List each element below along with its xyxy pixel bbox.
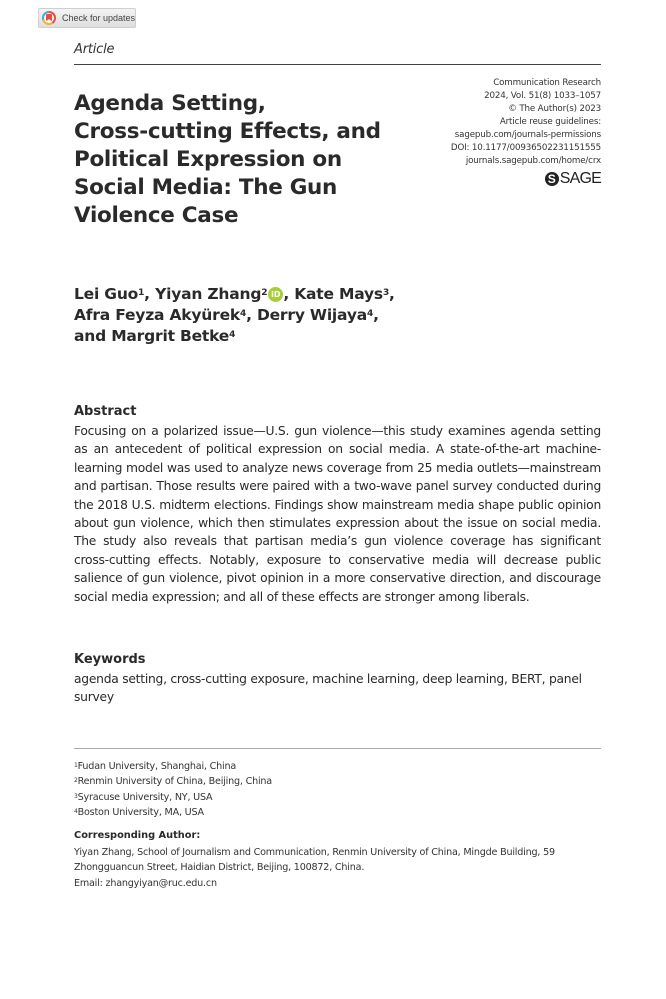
check-for-updates-button[interactable] xyxy=(38,8,136,28)
affiliation-marker: 4 xyxy=(229,330,236,340)
author-name: Afra Feyza Akyürek xyxy=(74,306,240,324)
abstract-heading: Abstract xyxy=(74,404,137,419)
corresponding-address-line: Zhongguancun Street, Haidian District, Beijing, 100872, China. xyxy=(74,862,365,874)
doi[interactable]: DOI: 10.1177/00936502231151555 xyxy=(450,143,601,153)
footnote-divider xyxy=(74,748,601,749)
title-line: Political Expression on xyxy=(74,147,342,172)
sage-logo-text: SAGE xyxy=(559,170,601,187)
journal-volume: 2024, Vol. 51(8) 1033–1057 xyxy=(484,91,601,101)
affiliation-text: Renmin University of China, Beijing, China xyxy=(77,776,272,788)
title-line: Cross-cutting Effects, and xyxy=(74,119,381,144)
sage-s-icon: S xyxy=(545,172,559,186)
article-type-label: Article xyxy=(74,42,115,57)
affiliation-number: 1 xyxy=(74,762,78,769)
author-separator: , xyxy=(144,285,156,303)
affiliation-marker: 4 xyxy=(367,309,374,319)
affiliation-item xyxy=(74,759,272,774)
affiliation-marker: 4 xyxy=(240,309,247,319)
affiliation-text: Fudan University, Shanghai, China xyxy=(77,761,237,772)
reuse-guidelines-link[interactable]: sagepub.com/journals-permissions xyxy=(454,130,601,140)
orcid-icon[interactable]: iD xyxy=(268,287,283,302)
affiliation-number: 2 xyxy=(74,777,78,785)
header-divider xyxy=(74,64,601,65)
journal-name: Communication Research xyxy=(493,78,601,88)
title-line: Social Media: The Gun xyxy=(74,175,338,200)
affiliation-marker: 3 xyxy=(382,288,390,298)
author-separator: , xyxy=(283,285,295,303)
affiliation-number: 3 xyxy=(74,792,78,800)
affiliation-item xyxy=(74,805,272,820)
affiliation-list xyxy=(74,759,272,820)
author-name: Derry Wijaya xyxy=(256,306,367,324)
affiliation-text: Boston University, MA, USA xyxy=(77,806,204,818)
author-name: Lei Guo xyxy=(74,285,139,303)
corresponding-address-line: Yiyan Zhang, School of Journalism and Communication, Renmin University of China, Mingde Building, 59 xyxy=(74,847,555,858)
author-name: Margrit Betke xyxy=(111,327,230,345)
journal-url[interactable]: journals.sagepub.com/home/crx xyxy=(465,156,601,166)
reuse-guidelines-label: Article reuse guidelines: xyxy=(499,117,601,127)
affiliation-number: 4 xyxy=(74,807,78,815)
author-separator: , xyxy=(389,285,395,303)
sage-logo xyxy=(545,170,601,188)
author-list xyxy=(74,284,434,347)
crossmark-icon xyxy=(42,11,56,25)
affiliation-text: Syracuse University, NY, USA xyxy=(77,791,213,803)
author-name: Kate Mays xyxy=(294,285,383,303)
author-name: Yiyan Zhang xyxy=(155,285,262,303)
keywords-heading: Keywords xyxy=(74,652,146,667)
author-separator: , xyxy=(246,306,257,324)
keywords-text: agenda setting, cross-cutting exposure, machine learning, deep learning, BERT, panel survey xyxy=(74,672,582,705)
abstract-text: Focusing on a polarized issue—U.S. gun violence—this study examines agenda setting as an antecedent of political expression on social media. A state-of-the-art machine-learning model was used to analyze news coverage from 25 media outlets—mainstream and partisan. Those results were paired with a two-wave panel survey conducted during the 2018 U.S. midterm elections. Findings show mainstream media shape public opinion about gun violence, which then stimulates expression about the issue on social media. The study also reveals that partisan media’s gun violence coverage has significant cross-cutting effects. Notably, exposure to conservative media will decrease public salience of gun violence, pivot opinion in a more conservative direction, and discourage social media expression; and all of these effects are stronger among liberals. xyxy=(74,424,601,604)
author-separator: , xyxy=(373,306,379,324)
affiliation-marker: 1 xyxy=(138,288,145,298)
title-line: Agenda Setting, xyxy=(74,91,266,116)
affiliation-marker: 2 xyxy=(261,288,268,298)
journal-meta xyxy=(451,77,601,168)
affiliation-item xyxy=(74,790,272,805)
paper-title xyxy=(74,90,414,230)
title-line: Violence Case xyxy=(74,203,239,228)
affiliation-item xyxy=(74,774,272,789)
corresponding-email[interactable]: Email: zhangyiyan@ruc.edu.cn xyxy=(74,877,217,889)
corresponding-author-heading: Corresponding Author: xyxy=(74,830,201,841)
copyright-notice: © The Author(s) 2023 xyxy=(508,104,601,114)
author-separator: and xyxy=(74,327,112,345)
corresponding-author-details xyxy=(74,845,609,891)
check-for-updates-label: Check for updates xyxy=(62,13,136,23)
